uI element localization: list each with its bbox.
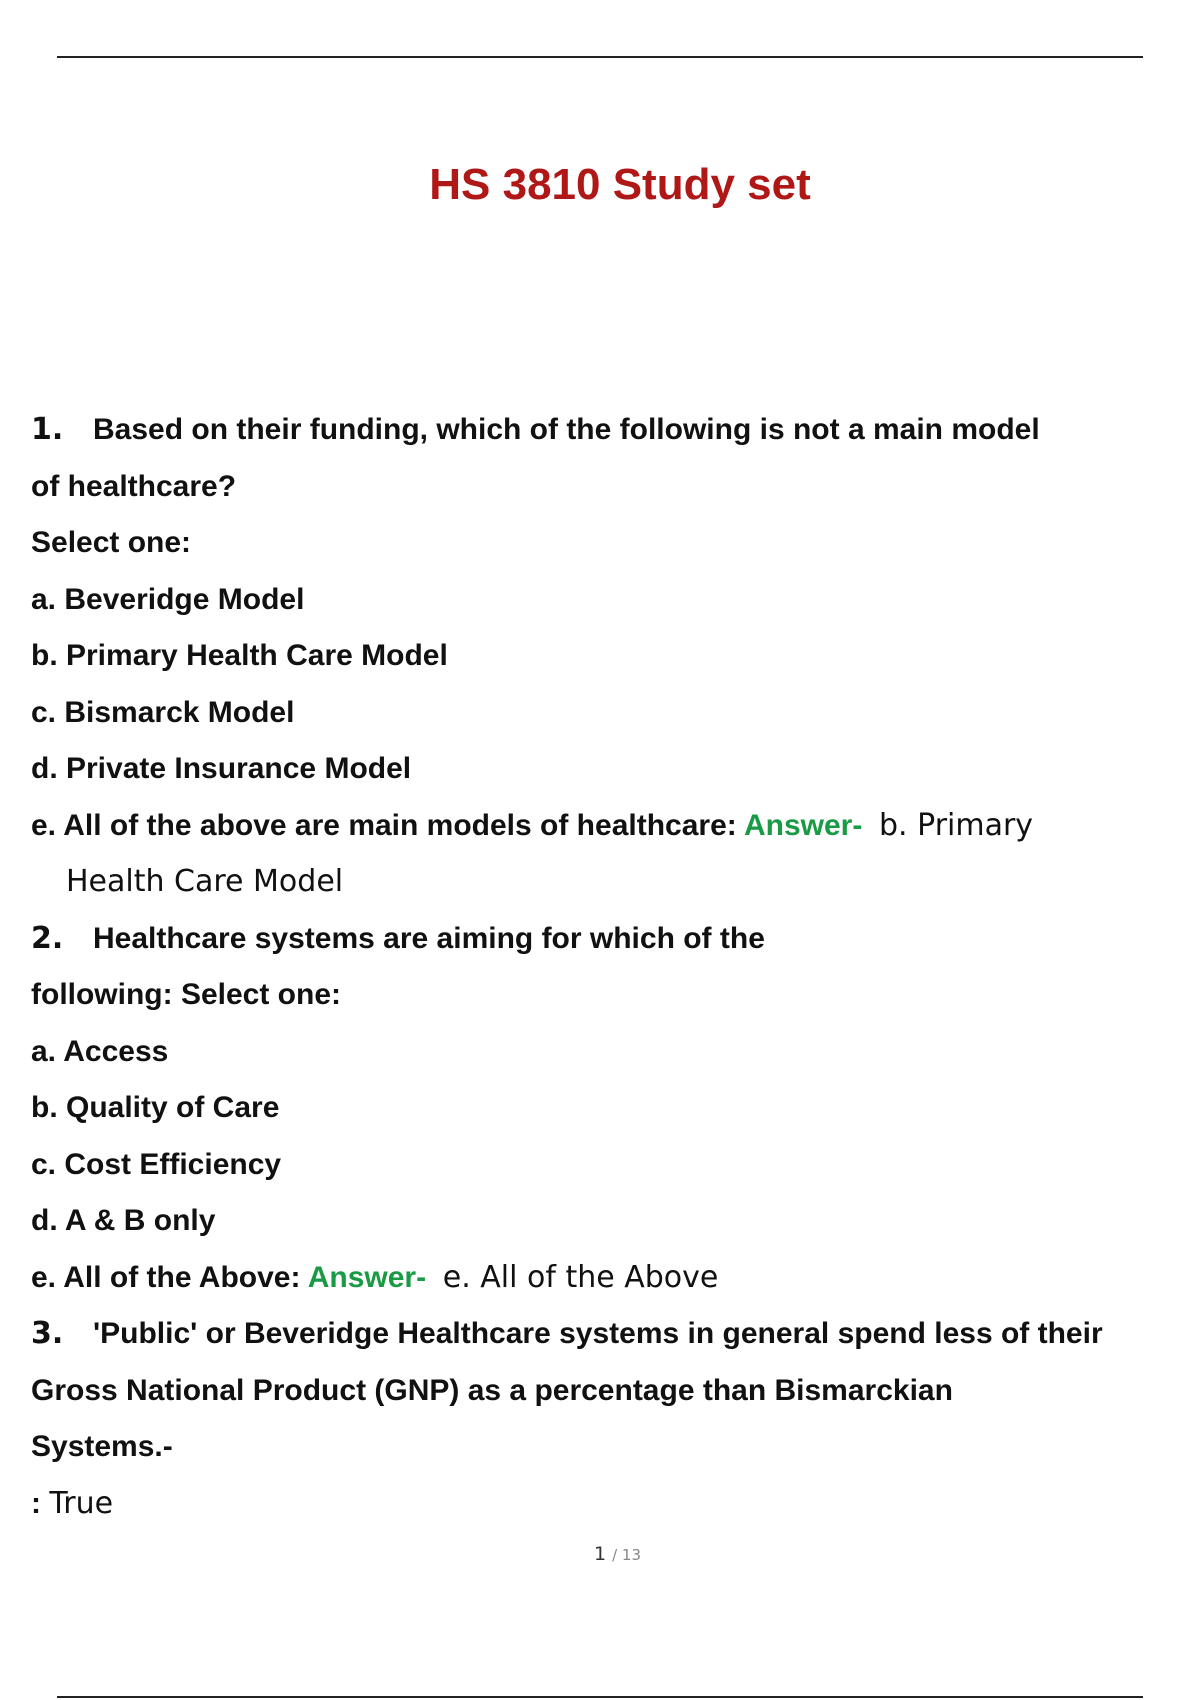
question-number: 3. bbox=[31, 1316, 64, 1351]
option-c: c. Bismarck Model bbox=[31, 695, 295, 729]
question-1-line-2: of healthcare? bbox=[31, 469, 237, 503]
option-e: e. All of the above are main models of healthcare: bbox=[31, 808, 737, 842]
question-3-line-3: Systems.- bbox=[31, 1430, 173, 1463]
answer-text: e. All of the Above bbox=[442, 1259, 719, 1295]
page-number bbox=[0, 1543, 1200, 1565]
question-3 bbox=[31, 1306, 1191, 1532]
answer-text: b. Primary bbox=[879, 807, 1034, 843]
answer-line bbox=[31, 1476, 1191, 1533]
answer-text-continued: Health Care Model bbox=[66, 864, 344, 899]
option-e-with-answer bbox=[31, 798, 1191, 855]
page-current: 1 bbox=[593, 1543, 607, 1565]
option-d: d. Private Insurance Model bbox=[31, 752, 412, 785]
answer-text: True bbox=[49, 1485, 114, 1521]
option-b: b. Primary Health Care Model bbox=[31, 639, 448, 672]
answer-label: Answer- bbox=[743, 808, 863, 842]
option-e: e. All of the Above: bbox=[31, 1260, 301, 1294]
answer-prefix: : bbox=[31, 1486, 41, 1520]
question-number: 2. bbox=[31, 920, 64, 956]
question-2 bbox=[31, 911, 1191, 1307]
question-2-line-1 bbox=[31, 911, 1191, 968]
bottom-rule bbox=[57, 1696, 1143, 1698]
top-rule bbox=[57, 56, 1143, 58]
option-a: a. Beveridge Model bbox=[31, 582, 305, 616]
document-title: HS 3810 Study set bbox=[429, 160, 811, 209]
question-1-line-1 bbox=[31, 402, 1191, 459]
question-1 bbox=[31, 402, 1191, 911]
page-total: / 13 bbox=[612, 1546, 642, 1564]
question-number: 1. bbox=[31, 412, 64, 447]
option-c: c. Cost Efficiency bbox=[31, 1147, 282, 1181]
option-e-with-answer bbox=[31, 1250, 1191, 1307]
question-text: 'Public' or Beveridge Healthcare systems in general spend less of their bbox=[93, 1317, 1103, 1350]
question-2-line-2: following: Select one: bbox=[31, 978, 342, 1011]
question-text: Healthcare systems are aiming for which of the bbox=[93, 921, 765, 955]
option-b: b. Quality of Care bbox=[31, 1091, 280, 1124]
option-d: d. A & B only bbox=[31, 1204, 216, 1237]
question-3-line-2: Gross National Product (GNP) as a percentage than Bismarckian bbox=[31, 1373, 953, 1407]
answer-label: Answer- bbox=[307, 1260, 427, 1294]
option-a: a. Access bbox=[31, 1034, 169, 1068]
question-text: Based on their funding, which of the following is not a main model bbox=[93, 413, 1040, 446]
question-3-line-1 bbox=[31, 1306, 1191, 1363]
question-1-instruction: Select one: bbox=[31, 526, 192, 559]
document-body bbox=[31, 402, 1191, 1532]
